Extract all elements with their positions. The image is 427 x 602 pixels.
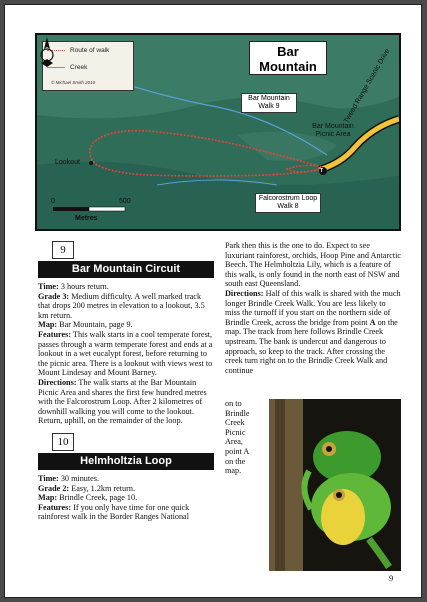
features2-label: Features: bbox=[38, 502, 72, 512]
section-number-9: 9 bbox=[52, 241, 74, 259]
time-line bbox=[38, 282, 214, 292]
left-column bbox=[38, 241, 214, 522]
section-title-bar-mountain-circuit: Bar Mountain Circuit bbox=[38, 261, 214, 278]
map-title-line2: Mountain bbox=[259, 59, 317, 74]
map2-line bbox=[38, 493, 214, 503]
label-picnic-area bbox=[305, 123, 361, 139]
toilet-icon: T bbox=[320, 168, 324, 174]
time2-line bbox=[38, 474, 214, 484]
features2-value: If you only have time for one quick rainforest walk in the Border Ranges National bbox=[38, 502, 190, 522]
scale-max: 500 bbox=[119, 198, 131, 205]
frog-photo bbox=[269, 399, 401, 571]
wrap-line: Picnic bbox=[225, 427, 246, 437]
wrap-line: on the bbox=[225, 456, 246, 466]
scale-zero: 0 bbox=[51, 198, 55, 205]
time-value: 3 hours return. bbox=[58, 282, 109, 291]
map-label: Map: bbox=[38, 320, 58, 330]
label-lookout: Lookout bbox=[55, 159, 80, 166]
grade-label: Grade 3: bbox=[38, 291, 70, 301]
directions-line bbox=[38, 378, 214, 426]
legend-route-label: Route of walk bbox=[70, 47, 110, 54]
wrap-line: on to bbox=[225, 399, 242, 408]
map-title-line1: Bar bbox=[277, 44, 299, 59]
wrap-line: Brindle bbox=[225, 408, 250, 418]
map2-label: Map: bbox=[38, 493, 58, 503]
directions-value: The walk starts at the Bar Mountain Picnic Area and shares the first few hundred metres with the Falcorostrum Loop. After 2 kilometres of downhill walking you will come to the lookout. Return, uphill, on the remainder of the loop. bbox=[38, 377, 207, 426]
grade2-label: Grade 2: bbox=[38, 483, 70, 493]
trail-map bbox=[35, 33, 401, 231]
map-line bbox=[38, 320, 214, 330]
label-picnic-l2: Picnic Area bbox=[315, 131, 351, 138]
grade-value: Medium difficulty. A well marked track that drops 200 metres in elevation to a lookout, 3.5 km return. bbox=[38, 291, 205, 320]
time2-value: 30 minutes. bbox=[58, 473, 100, 483]
section-number-10: 10 bbox=[52, 433, 74, 451]
wrap-line: Area, bbox=[225, 437, 243, 447]
right-column bbox=[225, 241, 401, 375]
features-value: This walk starts in a cool temperate forest, passes through a warm temperate forest and ends at a lookout in a wet eucalypt forest, before returning to the picnic area. There is a lookout with views west to Mount Lindesay and Mount Barney. bbox=[38, 329, 213, 378]
label-bar-mountain-walk-l2: Walk 9 bbox=[258, 103, 280, 110]
grade2-line bbox=[38, 484, 214, 494]
map2-value: Brindle Creek, page 10. bbox=[57, 493, 138, 503]
document-page bbox=[4, 4, 422, 598]
right-directions-a: Half of this walk is shared with the much longer Brindle Creek Walk. You are less likely to miss the turnoff if you start on the northern side of Brindle Creek, across the bridge from point bbox=[225, 288, 401, 327]
map-copyright: © Michael Smith 2010 bbox=[51, 80, 96, 85]
legend-creek-label: Creek bbox=[70, 64, 88, 71]
label-falcorostrum-l1: Falcorostrum Loop bbox=[258, 195, 318, 202]
time2-label: Time: bbox=[38, 473, 59, 483]
scale-unit: Metres bbox=[75, 215, 98, 222]
wrap-line: point A bbox=[225, 446, 250, 456]
label-bar-mountain-walk bbox=[241, 93, 297, 113]
point-a-marker: A bbox=[369, 317, 376, 327]
map-title bbox=[249, 41, 327, 75]
time-label: Time: bbox=[38, 282, 59, 291]
label-falcorostrum-l2: Walk 8 bbox=[277, 203, 299, 210]
features-label: Features: bbox=[38, 329, 72, 339]
right-directions-label: Directions: bbox=[225, 288, 264, 298]
right-directions bbox=[225, 289, 401, 375]
wrap-line: map. bbox=[225, 466, 242, 476]
north-arrow-icon bbox=[37, 35, 57, 69]
section-title-helmholtzia-loop: Helmholtzia Loop bbox=[38, 453, 214, 470]
frog-photo-drawing bbox=[269, 399, 401, 571]
label-bar-mountain-walk-l1: Bar Mountain bbox=[248, 95, 290, 102]
wrap-line: Creek bbox=[225, 418, 245, 428]
label-road: Tweed Range Scenic Drive bbox=[343, 47, 392, 125]
label-falcorostrum-loop bbox=[255, 193, 321, 213]
right-directions-b: on the map. The track from here follows Brindle Creek upstream. The bank is undercut and dangerous to approach, so keep to the track. After crossing the creek turn right on to the Brindle Creek Walk and continue bbox=[225, 317, 398, 375]
page-number: 9 bbox=[389, 573, 394, 583]
features2-line bbox=[38, 503, 214, 522]
label-picnic-l1: Bar Mountain bbox=[312, 123, 354, 130]
directions-label: Directions: bbox=[38, 377, 77, 387]
right-paragraph-1: Park then this is the one to do. Expect to see luxuriant rainforest, orchids, Hoop Pine and Antarctic Beech. The Helmholtzia Lily, which is a feature of this walk, is only found in the north east of NSW and south east Queensland. bbox=[225, 241, 401, 289]
features-line bbox=[38, 330, 214, 378]
photo-wrap-text bbox=[225, 399, 265, 476]
grade2-value: Easy, 1.2km return. bbox=[69, 483, 136, 493]
grade-line bbox=[38, 292, 214, 321]
map-value: Bar Mountain, page 9. bbox=[57, 320, 133, 330]
